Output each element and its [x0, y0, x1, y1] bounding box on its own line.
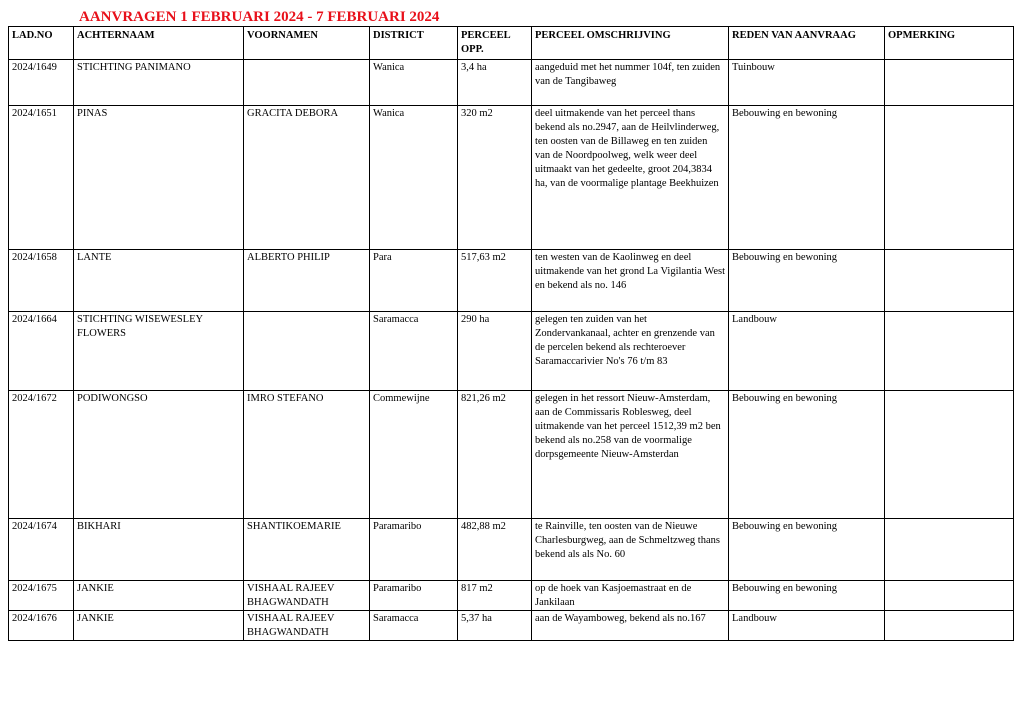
- cell-opmerking: [885, 60, 1014, 106]
- cell-opp: 817 m2: [458, 581, 532, 611]
- cell-omschrijving: deel uitmakende van het perceel thans bekend als no.2947, aan de Heilvlinderweg, ten oosten van de Billaweg en ten zuiden van de Noordpoolweg, welk weer deel uitmaakt van het gedeelte, groot 204,3834 ha, van de voormalige plantage Beekhuizen: [532, 106, 729, 250]
- cell-omschrijving: te Rainville, ten oosten van de Nieuwe Charlesburgweg, aan de Schmeltzweg thans bekend als als No. 60: [532, 519, 729, 581]
- cell-achternaam: BIKHARI: [74, 519, 244, 581]
- cell-ladno: 2024/1674: [9, 519, 74, 581]
- cell-achternaam: JANKIE: [74, 611, 244, 641]
- cell-ladno: 2024/1675: [9, 581, 74, 611]
- cell-district: Paramaribo: [370, 519, 458, 581]
- cell-omschrijving: op de hoek van Kasjoemastraat en de Jankilaan: [532, 581, 729, 611]
- cell-voornamen: IMRO STEFANO: [244, 391, 370, 519]
- header-achternaam: ACHTERNAAM: [74, 27, 244, 60]
- cell-reden: Landbouw: [729, 312, 885, 391]
- cell-district: Wanica: [370, 60, 458, 106]
- header-ladno: LAD.NO: [9, 27, 74, 60]
- cell-reden: Tuinbouw: [729, 60, 885, 106]
- cell-district: Saramacca: [370, 611, 458, 641]
- header-voornamen: VOORNAMEN: [244, 27, 370, 60]
- cell-district: Wanica: [370, 106, 458, 250]
- cell-achternaam: STICHTING WISEWESLEY FLOWERS: [74, 312, 244, 391]
- cell-achternaam: PINAS: [74, 106, 244, 250]
- header-perceel-opp: [458, 27, 532, 60]
- cell-reden: Bebouwing en bewoning: [729, 106, 885, 250]
- table-row: [9, 106, 1014, 250]
- cell-ladno: 2024/1664: [9, 312, 74, 391]
- cell-voornamen: GRACITA DEBORA: [244, 106, 370, 250]
- cell-voornamen: VISHAAL RAJEEV BHAGWANDATH: [244, 581, 370, 611]
- header-opmerking: OPMERKING: [885, 27, 1014, 60]
- cell-district: Commewijne: [370, 391, 458, 519]
- table-header-row: [9, 27, 1014, 60]
- header-perceel-opp-line1: PERCEEL: [461, 30, 511, 41]
- cell-achternaam: JANKIE: [74, 581, 244, 611]
- cell-voornamen: ALBERTO PHILIP: [244, 250, 370, 312]
- cell-opp: 320 m2: [458, 106, 532, 250]
- cell-achternaam: PODIWONGSO: [74, 391, 244, 519]
- page-title: AANVRAGEN 1 FEBRUARI 2024 - 7 FEBRUARI 2024: [79, 9, 440, 25]
- cell-omschrijving: ten westen van de Kaolinweg en deel uitmakende van het grond La Vigilantia West en bekend als no. 146: [532, 250, 729, 312]
- cell-district: Saramacca: [370, 312, 458, 391]
- table-row: [9, 519, 1014, 581]
- cell-opmerking: [885, 250, 1014, 312]
- cell-opp: 290 ha: [458, 312, 532, 391]
- header-omschrijving: PERCEEL OMSCHRIJVING: [532, 27, 729, 60]
- applications-table: [8, 26, 1014, 641]
- table-row: [9, 391, 1014, 519]
- header-reden: REDEN VAN AANVRAAG: [729, 27, 885, 60]
- cell-ladno: 2024/1658: [9, 250, 74, 312]
- cell-ladno: 2024/1649: [9, 60, 74, 106]
- header-perceel-opp-line2: OPP.: [461, 44, 484, 55]
- cell-ladno: 2024/1672: [9, 391, 74, 519]
- table-row: [9, 312, 1014, 391]
- cell-omschrijving: gelegen ten zuiden van het Zondervankanaal, achter en grenzende van de percelen bekend als rechteroever Saramaccarivier No's 76 t/m 83: [532, 312, 729, 391]
- cell-opp: 3,4 ha: [458, 60, 532, 106]
- cell-achternaam: STICHTING PANIMANO: [74, 60, 244, 106]
- cell-opmerking: [885, 312, 1014, 391]
- cell-opp: 482,88 m2: [458, 519, 532, 581]
- cell-district: Paramaribo: [370, 581, 458, 611]
- table-row: [9, 581, 1014, 611]
- cell-opmerking: [885, 519, 1014, 581]
- cell-opmerking: [885, 581, 1014, 611]
- cell-reden: Bebouwing en bewoning: [729, 519, 885, 581]
- table-row: [9, 250, 1014, 312]
- cell-district: Para: [370, 250, 458, 312]
- table-row: [9, 611, 1014, 641]
- cell-omschrijving: aangeduid met het nummer 104f, ten zuiden van de Tangibaweg: [532, 60, 729, 106]
- cell-opp: 821,26 m2: [458, 391, 532, 519]
- cell-opp: 5,37 ha: [458, 611, 532, 641]
- cell-achternaam: LANTE: [74, 250, 244, 312]
- cell-omschrijving: gelegen in het ressort Nieuw-Amsterdam, aan de Commissaris Roblesweg, deel uitmakende van het perceel 1512,39 m2 ben bekend als no.258 van de voormalige dorpsgemeente Nieuw-Amsterdan: [532, 391, 729, 519]
- cell-ladno: 2024/1651: [9, 106, 74, 250]
- header-district: DISTRICT: [370, 27, 458, 60]
- cell-voornamen: VISHAAL RAJEEV BHAGWANDATH: [244, 611, 370, 641]
- cell-ladno: 2024/1676: [9, 611, 74, 641]
- cell-opmerking: [885, 106, 1014, 250]
- cell-reden: Bebouwing en bewoning: [729, 581, 885, 611]
- cell-opp: 517,63 m2: [458, 250, 532, 312]
- cell-voornamen: SHANTIKOEMARIE: [244, 519, 370, 581]
- table-row: [9, 60, 1014, 106]
- cell-voornamen: [244, 60, 370, 106]
- cell-voornamen: [244, 312, 370, 391]
- cell-opmerking: [885, 391, 1014, 519]
- cell-reden: Bebouwing en bewoning: [729, 250, 885, 312]
- cell-opmerking: [885, 611, 1014, 641]
- cell-reden: Landbouw: [729, 611, 885, 641]
- cell-reden: Bebouwing en bewoning: [729, 391, 885, 519]
- cell-omschrijving: aan de Wayamboweg, bekend als no.167: [532, 611, 729, 641]
